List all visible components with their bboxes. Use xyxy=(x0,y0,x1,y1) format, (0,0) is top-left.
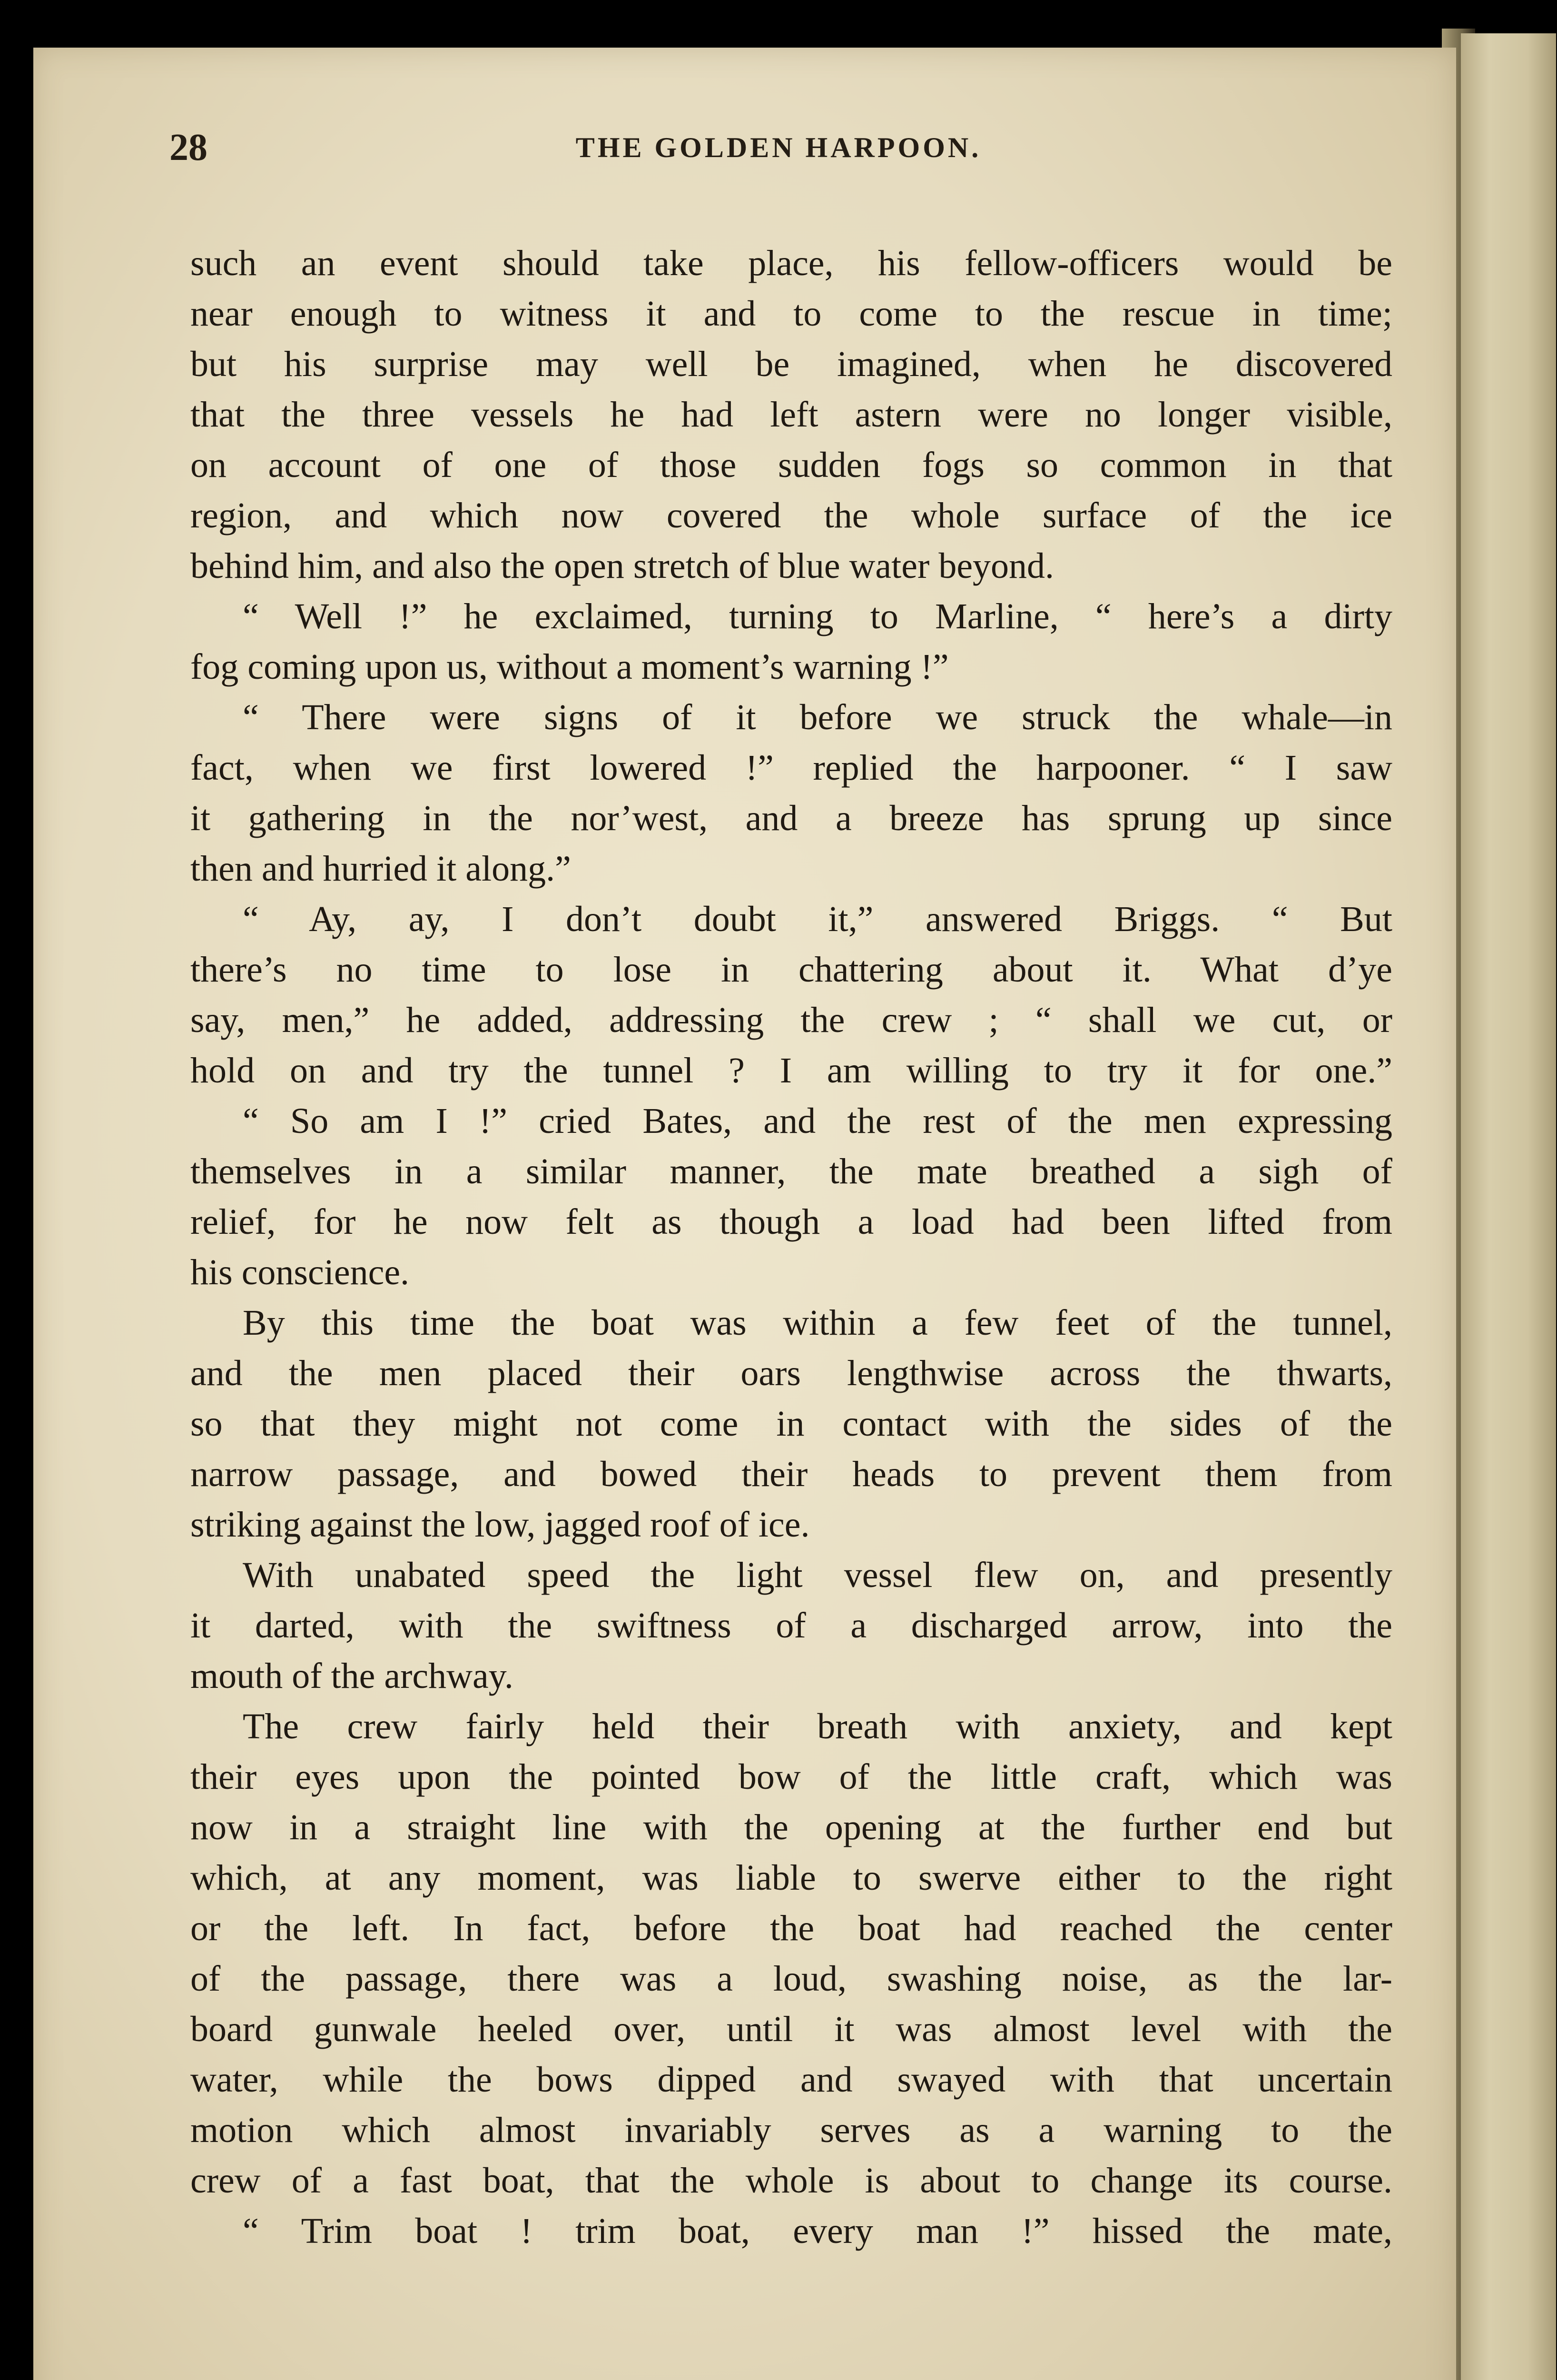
text-line: then and hurried it along.” xyxy=(190,849,571,889)
text-line: relief, for he now felt as though a load had been lifted from xyxy=(190,1202,1392,1242)
running-title: THE GOLDEN HARPOON. xyxy=(575,132,982,163)
text-line: or the left. In fact, before the boat had reached the center xyxy=(190,1908,1392,1948)
text-line: “ Trim boat ! trim boat, every man !” hissed the mate, xyxy=(243,2211,1392,2251)
text-line: their eyes upon the pointed bow of the little craft, which was xyxy=(190,1757,1392,1797)
text-line: fog coming upon us, without a moment’s warning !” xyxy=(190,647,949,687)
text-line: hold on and try the tunnel ? I am willing to try it for one.” xyxy=(190,1051,1392,1091)
text-line: striking against the low, jagged roof of ice. xyxy=(190,1505,810,1545)
text-line: of the passage, there was a loud, swashing noise, as the lar- xyxy=(190,1959,1392,1999)
text-line: “ So am I !” cried Bates, and the rest of the men expressing xyxy=(243,1101,1392,1141)
text-line: “ There were signs of it before we struck the whale—in xyxy=(243,697,1392,737)
text-line: With unabated speed the light vessel flew on, and presently xyxy=(243,1555,1392,1595)
text-line: narrow passage, and bowed their heads to prevent them from xyxy=(190,1454,1392,1494)
text-line: motion which almost invariably serves as a warning to the xyxy=(190,2110,1392,2150)
text-line: By this time the boat was within a few feet of the tunnel, xyxy=(243,1303,1392,1343)
text-line: board gunwale heeled over, until it was almost level with the xyxy=(190,2009,1392,2049)
text-line: but his surprise may well be imagined, when he discovered xyxy=(190,344,1392,384)
text-line: there’s no time to lose in chattering about it. What d’ye xyxy=(190,950,1392,990)
text-line: so that they might not come in contact with the sides of the xyxy=(190,1404,1392,1444)
text-line: region, and which now covered the whole surface of the ice xyxy=(190,496,1392,536)
text-line: his conscience. xyxy=(190,1252,410,1292)
text-line: such an event should take place, his fellow-officers would be xyxy=(190,243,1392,283)
text-line: The crew fairly held their breath with anxiety, and kept xyxy=(243,1706,1392,1746)
text-line: which, at any moment, was liable to swerve either to the right xyxy=(190,1858,1392,1898)
text-line: near enough to witness it and to come to the rescue in time; xyxy=(190,294,1392,334)
text-line: crew of a fast boat, that the whole is about to change its course. xyxy=(190,2161,1392,2201)
facing-page-edge xyxy=(1461,33,1556,2380)
page-header xyxy=(169,114,1388,181)
text-line: that the three vessels he had left astern were no longer visible, xyxy=(190,395,1392,435)
text-line: say, men,” he added, addressing the crew ; “ shall we cut, or xyxy=(190,1000,1392,1040)
page-number: 28 xyxy=(169,127,207,169)
text-line: mouth of the archway. xyxy=(190,1656,513,1696)
text-line: water, while the bows dipped and swayed with that uncertain xyxy=(190,2060,1392,2100)
text-line: themselves in a similar manner, the mate breathed a sigh of xyxy=(190,1151,1392,1191)
text-line: now in a straight line with the opening at the further end but xyxy=(190,1807,1392,1847)
text-line: it gathering in the nor’west, and a breeze has sprung up since xyxy=(190,798,1392,838)
text-line: it darted, with the swiftness of a discharged arrow, into the xyxy=(190,1606,1392,1646)
text-line: and the men placed their oars lengthwise across the thwarts, xyxy=(190,1353,1392,1393)
text-line: behind him, and also the open stretch of blue water beyond. xyxy=(190,546,1054,586)
text-line: fact, when we first lowered !” replied the harpooner. “ I saw xyxy=(190,748,1392,788)
text-line: on account of one of those sudden fogs so common in that xyxy=(190,445,1392,485)
body-text xyxy=(190,238,1392,2256)
text-line: “ Ay, ay, I don’t doubt it,” answered Briggs. “ But xyxy=(243,899,1392,939)
text-line: “ Well !” he exclaimed, turning to Marline, “ here’s a dirty xyxy=(243,596,1392,636)
